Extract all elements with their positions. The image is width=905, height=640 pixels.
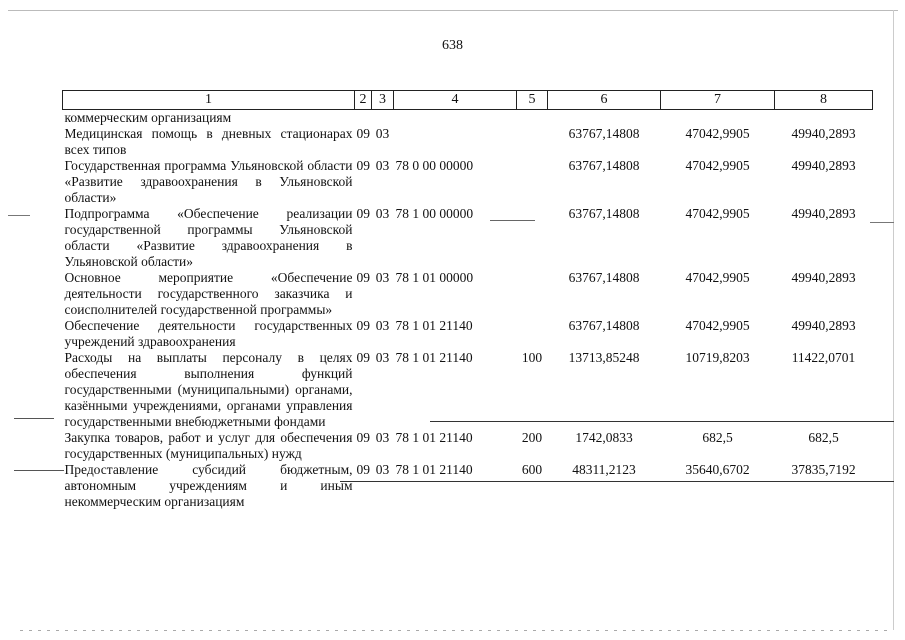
row-amount-col6	[548, 110, 661, 127]
row-expense-type	[517, 206, 548, 270]
row-section: 09	[356, 462, 370, 477]
header-cell: 4	[394, 91, 517, 110]
row-name: Медицинская помощь в дневных стационарах всех типов	[64, 126, 353, 157]
row-amount-col7: 47042,9905	[685, 206, 750, 221]
row-amount-col8: 37835,7192	[791, 462, 856, 477]
row-expense-type: 200	[521, 430, 543, 445]
row-amount-col6: 63767,14808	[568, 158, 640, 173]
row-expense-type: 100	[521, 350, 543, 365]
row-amount-col7: 682,5	[702, 430, 733, 445]
row-amount-col7: 47042,9905	[685, 270, 750, 285]
row-amount-col6: 48311,2123	[572, 462, 636, 477]
row-amount-col8: 49940,2893	[791, 206, 856, 221]
header-cell: 6	[548, 91, 661, 110]
row-amount-col8: 11422,0701	[791, 350, 856, 365]
row-expense-type: 600	[521, 462, 543, 477]
row-name: коммерческим организациям	[64, 110, 232, 125]
row-amount-col7: 47042,9905	[685, 126, 750, 141]
row-amount-col6: 63767,14808	[568, 270, 640, 285]
scan-mark	[14, 418, 54, 419]
row-target-code: 78 0 00 00000	[395, 158, 474, 173]
row-section	[355, 110, 372, 127]
scan-border-bottom	[20, 630, 890, 631]
row-name: Основное мероприятие «Обеспечение деятельности государственного заказчика и соисполнителей государственной программы»	[64, 270, 353, 317]
row-amount-col6: 63767,14808	[568, 206, 640, 221]
row-amount-col8: 49940,2893	[791, 158, 856, 173]
table-row	[63, 462, 873, 510]
row-name: Закупка товаров, работ и услуг для обеспечения государственных (муниципальных) нужд	[64, 430, 353, 461]
row-subsection: 03	[375, 350, 390, 365]
row-target-code: 78 1 00 00000	[395, 206, 474, 221]
row-section: 09	[356, 206, 370, 221]
scan-mark	[14, 470, 64, 471]
header-row	[63, 91, 873, 110]
table-row	[63, 158, 873, 206]
scan-border-top	[8, 10, 898, 11]
table-row	[63, 126, 873, 158]
row-target-code: 78 1 01 00000	[395, 270, 474, 285]
row-amount-col6: 13713,85248	[568, 350, 640, 365]
row-target-code	[394, 110, 517, 127]
page-number: 638	[442, 38, 463, 53]
row-subsection: 03	[375, 430, 390, 445]
scan-mark	[870, 222, 894, 223]
row-subsection: 03	[375, 318, 390, 333]
row-amount-col8: 682,5	[808, 430, 839, 445]
row-amount-col6: 63767,14808	[568, 318, 640, 333]
row-amount-col8: 49940,2893	[791, 318, 856, 333]
row-name: Расходы на выплаты персоналу в целях обеспечения выполнения функций государственными (муниципальными) органами, казёнными учреждениями, органами управления государственными внебюджетными фондами	[64, 350, 353, 429]
budget-table	[62, 90, 873, 510]
row-section: 09	[356, 158, 370, 173]
row-amount-col7: 47042,9905	[685, 318, 750, 333]
row-expense-type	[517, 318, 548, 350]
row-amount-col7: 35640,6702	[685, 462, 750, 477]
row-name: Государственная программа Ульяновской области «Развитие здравоохранения в Ульяновской области»	[64, 158, 353, 205]
row-expense-type	[517, 126, 548, 158]
table-row	[63, 350, 873, 430]
row-amount-col7: 10719,8203	[685, 350, 750, 365]
row-expense-type	[517, 158, 548, 206]
row-amount-col7	[661, 110, 775, 127]
table-row	[63, 270, 873, 318]
row-subsection: 03	[375, 462, 390, 477]
row-expense-type	[517, 110, 548, 127]
row-subsection: 03	[375, 158, 390, 173]
row-subsection: 03	[375, 126, 390, 141]
header-cell: 8	[775, 91, 873, 110]
header-cell: 7	[661, 91, 775, 110]
row-name: Предоставление субсидий бюджетным, автономным учреждениям и иным некоммерческим организациям	[64, 462, 353, 509]
row-section: 09	[356, 350, 370, 365]
row-name: Подпрограмма «Обеспечение реализации государственной программы Ульяновской области «Развитие здравоохранения в Ульяновской области»	[64, 206, 353, 269]
header-cell: 5	[517, 91, 548, 110]
row-target-code: 78 1 01 21140	[395, 430, 473, 445]
table-row	[63, 206, 873, 270]
header-cell: 2	[355, 91, 372, 110]
row-section: 09	[356, 126, 370, 141]
row-target-code: 78 1 01 21140	[395, 350, 473, 365]
row-amount-col8	[775, 110, 873, 127]
row-expense-type	[517, 270, 548, 318]
row-subsection: 03	[375, 206, 390, 221]
table-row	[63, 318, 873, 350]
row-target-code: 78 1 01 21140	[395, 318, 473, 333]
header-cell: 1	[63, 91, 355, 110]
row-target-code: 78 1 01 21140	[395, 462, 473, 477]
row-amount-col8: 49940,2893	[791, 270, 856, 285]
scan-border-right	[893, 10, 894, 630]
row-subsection: 03	[375, 270, 390, 285]
table-row	[63, 430, 873, 462]
row-section: 09	[356, 270, 370, 285]
row-target-code	[394, 126, 517, 158]
row-amount-col6: 1742,0833	[575, 430, 633, 445]
row-name: Обеспечение деятельности государственных учреждений здравоохранения	[64, 318, 353, 349]
row-amount-col6: 63767,14808	[568, 126, 640, 141]
scan-mark	[8, 215, 30, 216]
row-amount-col8: 49940,2893	[791, 126, 856, 141]
row-subsection	[372, 110, 394, 127]
header-cell: 3	[372, 91, 394, 110]
row-section: 09	[356, 430, 370, 445]
row-section: 09	[356, 318, 370, 333]
table-row	[63, 110, 873, 127]
row-amount-col7: 47042,9905	[685, 158, 750, 173]
